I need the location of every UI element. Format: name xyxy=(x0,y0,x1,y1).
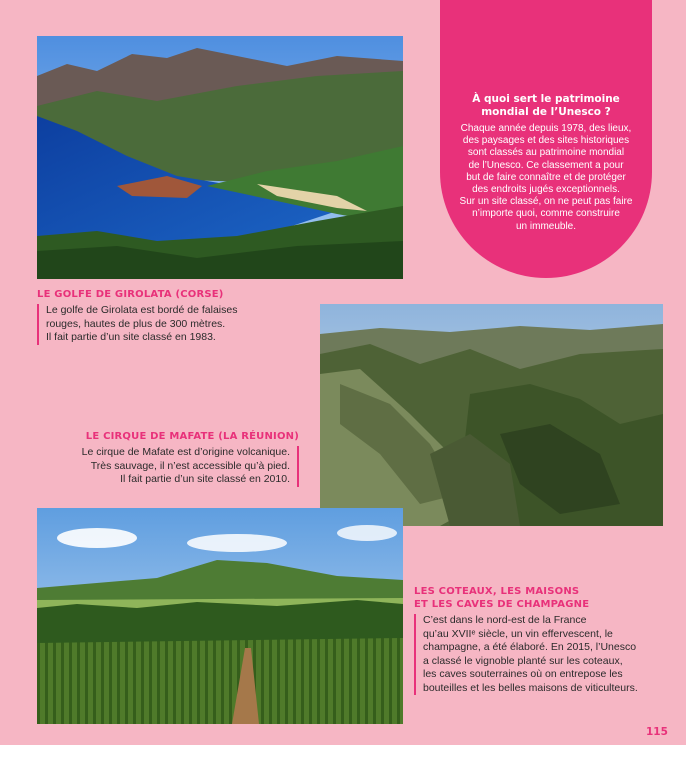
champagne-line: C’est dans le nord-est de la France xyxy=(423,614,587,626)
unesco-info-box xyxy=(440,0,652,278)
champagne-line: les caves souterraines où on entrepose les xyxy=(423,668,623,680)
unesco-title-line: mondial de l’Unesco ? xyxy=(481,106,611,118)
girolata-line: rouges, hautes de plus de 300 mètres. xyxy=(46,317,226,330)
champagne-title xyxy=(414,585,589,611)
unesco-text-line: des endroits jugés exceptionnels. xyxy=(472,184,620,196)
champagne-line: champagne, a été élaboré. En 2015, l’Unesco xyxy=(423,641,637,653)
mafate-description xyxy=(82,446,299,487)
girolata-photo xyxy=(37,36,403,279)
champagne-title-line: LES COTEAUX, LES MAISONS xyxy=(414,586,580,597)
champagne-line: qu’au XVIIᵉ siècle, un vin effervescent, le xyxy=(423,627,613,640)
unesco-text-line: but de faire connaître et de protéger xyxy=(466,171,626,183)
unesco-text-line: Chaque année depuis 1978, des lieux, xyxy=(460,123,632,134)
mafate-line: Très sauvage, il n’est accessible qu’à pied. xyxy=(90,459,290,472)
champagne-line: a classé le vignoble planté sur les coteaux, xyxy=(423,654,623,667)
champagne-photo xyxy=(37,508,403,724)
mafate-line: Il fait partie d’un site classé en 2010. xyxy=(120,473,290,485)
page-right-margin xyxy=(686,0,700,761)
page-bottom-margin xyxy=(0,745,700,761)
girolata-line: Le golfe de Girolata est bordé de falaises xyxy=(46,304,238,316)
unesco-title-line: À quoi sert le patrimoine xyxy=(472,93,620,105)
champagne-description xyxy=(414,614,638,695)
girolata-title: LE GOLFE DE GIROLATA (CORSE) xyxy=(37,289,224,300)
mafate-title: LE CIRQUE DE MAFATE (LA RÉUNION) xyxy=(85,431,299,442)
unesco-text-line: n’importe quoi, comme construire xyxy=(472,208,620,220)
mafate-photo xyxy=(320,304,663,526)
unesco-text-line: des paysages et des sites historiques xyxy=(462,135,630,147)
champagne-title-line: ET LES CAVES DE CHAMPAGNE xyxy=(414,599,590,610)
page-number: 115 xyxy=(646,726,668,738)
mafate-line: Le cirque de Mafate est d’origine volcanique. xyxy=(81,446,290,458)
unesco-text-line: de l’Unesco. Ce classement a pour xyxy=(468,159,624,171)
girolata-description xyxy=(37,304,237,345)
unesco-text-line: sont classés au patrimoine mondial xyxy=(467,147,625,159)
unesco-text xyxy=(446,123,646,233)
unesco-text-line: un immeuble. xyxy=(515,220,577,232)
unesco-text-line: Sur un site classé, on ne peut pas faire xyxy=(459,196,633,208)
champagne-line: bouteilles et les belles maisons de viticulteurs. xyxy=(423,681,638,694)
girolata-line: Il fait partie d’un site classé en 1983. xyxy=(46,331,216,343)
unesco-title xyxy=(446,93,646,119)
